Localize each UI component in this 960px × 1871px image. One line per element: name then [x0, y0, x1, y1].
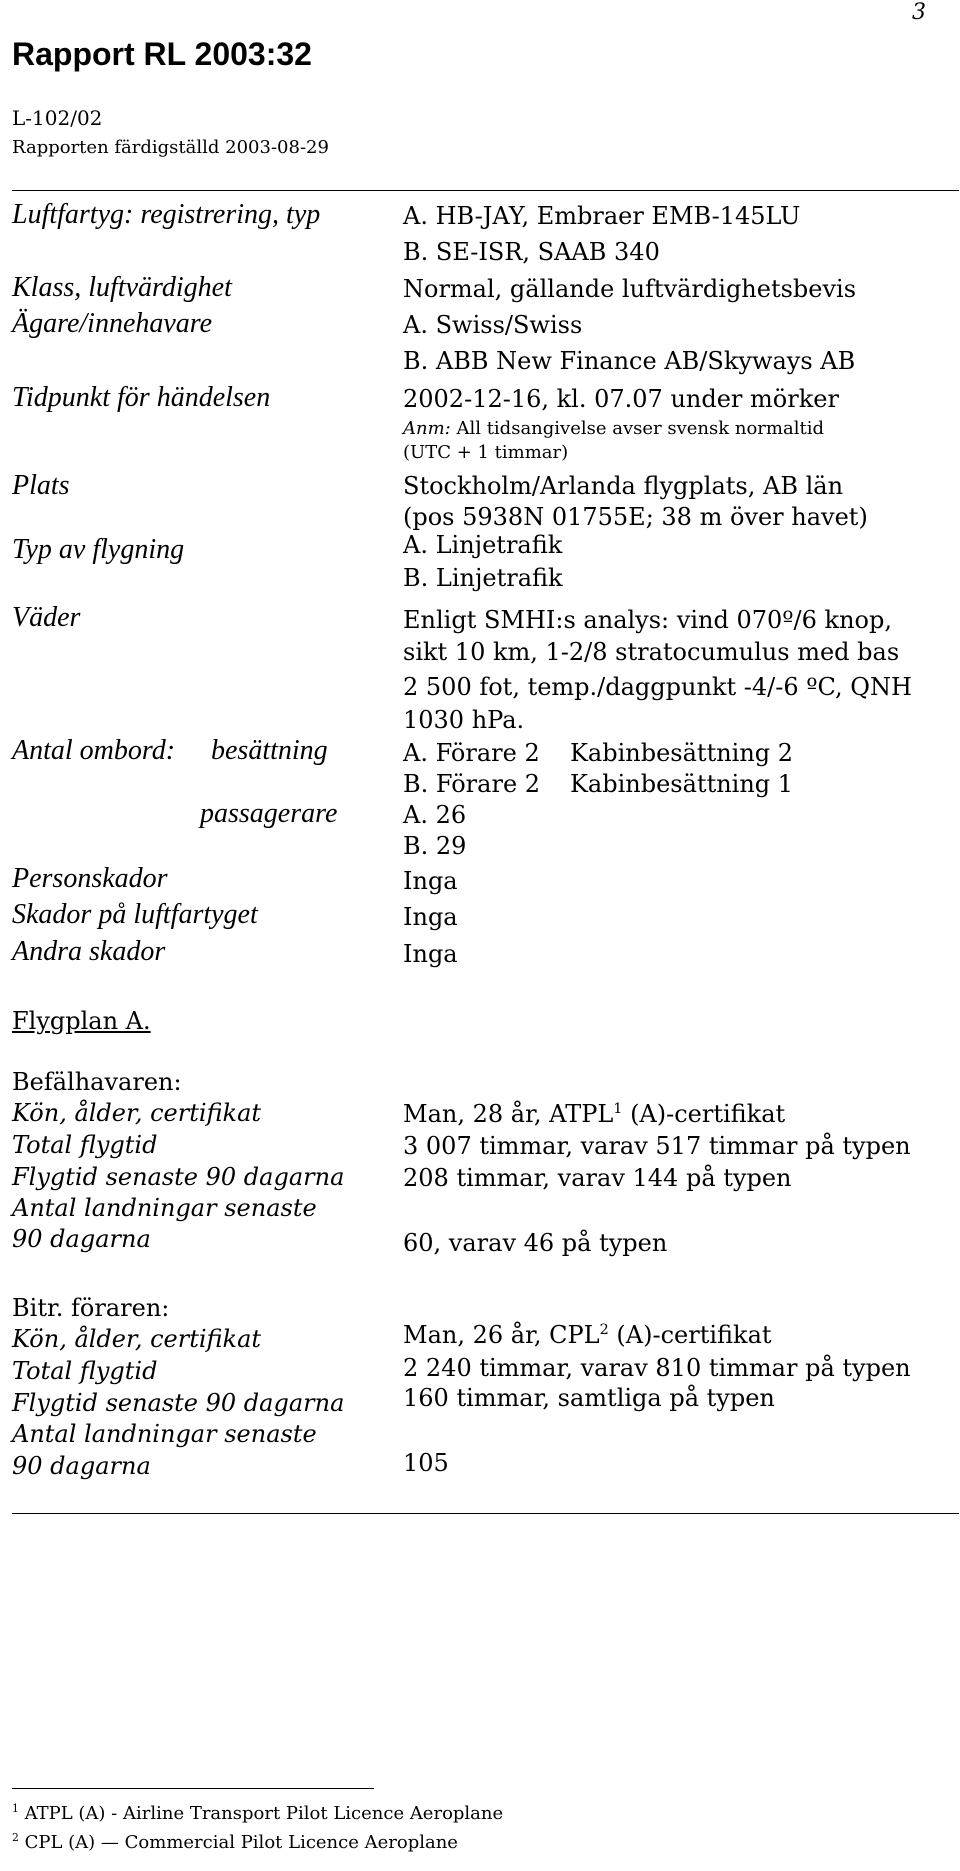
copilot-total-label: Total flygtid	[12, 1357, 158, 1385]
copilot-landings-label-2: 90 dagarna	[12, 1452, 151, 1480]
copilot-total-value: 2 240 timmar, varav 810 timmar på typen	[403, 1354, 911, 1382]
time-note	[403, 418, 824, 440]
injuries-value: Inga	[403, 867, 458, 895]
report-title: Rapport RL 2003:32	[12, 36, 312, 72]
commander-title: Befälhavaren:	[12, 1068, 182, 1096]
footnote-1-mark: 1	[12, 1802, 19, 1815]
top-divider	[12, 190, 959, 191]
passengers-label: passagerare	[200, 798, 338, 829]
footnote-2	[12, 1831, 458, 1855]
aircraft-a: A. HB-JAY, Embraer EMB-145LU	[403, 202, 801, 230]
time-note-prefix: Anm:	[403, 418, 451, 439]
crew-a-pilots: A. Förare 2	[403, 739, 540, 767]
copilot-recent-label: Flygtid senaste 90 dagarna	[12, 1389, 345, 1417]
place-line2: (pos 5938N 01755E; 38 m över havet)	[403, 503, 868, 531]
copilot-gender-pre: Man, 26 år, CPL	[403, 1321, 600, 1349]
copilot-gender-label: Kön, ålder, certifikat	[12, 1325, 262, 1353]
commander-total-label: Total flygtid	[12, 1131, 158, 1159]
footnote-2-text: CPL (A) — Commercial Pilot Licence Aeroplane	[18, 1832, 458, 1853]
commander-gender-value	[403, 1099, 785, 1129]
other-damage-label: Andra skador	[12, 936, 166, 967]
aircraft-label: Luftfartyg: registrering, typ	[12, 199, 321, 230]
crew-label: besättning	[211, 735, 328, 766]
class-label: Klass, luftvärdighet	[12, 272, 232, 303]
report-completed-date: Rapporten färdigställd 2003-08-29	[12, 137, 329, 158]
weather-line3: 2 500 fot, temp./daggpunkt -4/-6 ºC, QNH	[403, 673, 912, 701]
footnote-1-text: ATPL (A) - Airline Transport Pilot Licence Aeroplane	[18, 1803, 504, 1824]
passengers-b: B. 29	[403, 832, 467, 860]
crew-b-cabin: Kabinbesättning 1	[570, 770, 794, 798]
commander-gender-post: (A)-certifikat	[622, 1100, 786, 1128]
crew-b-pilots: B. Förare 2	[403, 770, 541, 798]
passengers-a: A. 26	[403, 801, 467, 829]
place-label: Plats	[12, 470, 70, 501]
copilot-recent-value: 160 timmar, samtliga på typen	[403, 1384, 775, 1412]
place-line1: Stockholm/Arlanda flygplats, AB län	[403, 472, 844, 500]
other-damage-value: Inga	[403, 940, 458, 968]
copilot-title: Bitr. föraren:	[12, 1294, 170, 1322]
weather-line4: 1030 hPa.	[403, 706, 525, 734]
report-reference: L-102/02	[12, 106, 103, 130]
copilot-landings-value: 105	[403, 1449, 449, 1477]
commander-landings-label-2: 90 dagarna	[12, 1225, 151, 1253]
damage-label: Skador på luftfartyget	[12, 899, 258, 930]
footnote-1	[12, 1802, 503, 1826]
owner-a: A. Swiss/Swiss	[403, 311, 583, 339]
damage-value: Inga	[403, 903, 458, 931]
time-note-line2: (UTC + 1 timmar)	[403, 442, 569, 463]
time-value: 2002-12-16, kl. 07.07 under mörker	[403, 385, 839, 413]
footnote-2-mark: 2	[12, 1831, 19, 1844]
flight-type-a: A. Linjetrafik	[403, 531, 563, 559]
flight-type-label: Typ av flygning	[12, 534, 185, 565]
weather-line1: Enligt SMHI:s analys: vind 070º/6 knop,	[403, 606, 892, 634]
commander-landings-label-1: Antal landningar senaste	[12, 1194, 317, 1222]
commander-total-value: 3 007 timmar, varav 517 timmar på typen	[403, 1132, 911, 1160]
crew-a-cabin: Kabinbesättning 2	[570, 739, 794, 767]
class-value: Normal, gällande luftvärdighetsbevis	[403, 275, 857, 303]
footnote-separator	[12, 1788, 374, 1789]
commander-gender-label: Kön, ålder, certifikat	[12, 1099, 262, 1127]
owner-b: B. ABB New Finance AB/Skyways AB	[403, 347, 856, 375]
commander-recent-value: 208 timmar, varav 144 på typen	[403, 1164, 792, 1192]
time-label: Tidpunkt för händelsen	[12, 382, 271, 413]
page-number: 3	[912, 0, 926, 25]
copilot-gender-value	[403, 1320, 772, 1350]
flight-type-b: B. Linjetrafik	[403, 564, 563, 592]
commander-landings-value: 60, varav 46 på typen	[403, 1229, 668, 1257]
commander-recent-label: Flygtid senaste 90 dagarna	[12, 1163, 345, 1191]
commander-footnote-ref: 1	[613, 1101, 623, 1117]
copilot-gender-post: (A)-certifikat	[608, 1321, 772, 1349]
commander-gender-pre: Man, 28 år, ATPL	[403, 1100, 614, 1128]
weather-label: Väder	[12, 602, 81, 633]
copilot-footnote-ref: 2	[599, 1322, 609, 1338]
onboard-label: Antal ombord:	[12, 735, 176, 766]
time-note-text: All tidsangivelse avser svensk normaltid	[450, 418, 824, 439]
aircraft-b: B. SE-ISR, SAAB 340	[403, 238, 660, 266]
copilot-landings-label-1: Antal landningar senaste	[12, 1420, 317, 1448]
weather-line2: sikt 10 km, 1-2/8 stratocumulus med bas	[403, 638, 900, 666]
bottom-divider	[12, 1513, 959, 1514]
owner-label: Ägare/innehavare	[12, 308, 213, 339]
crew-section-heading: Flygplan A.	[12, 1007, 151, 1035]
injuries-label: Personskador	[12, 863, 168, 894]
